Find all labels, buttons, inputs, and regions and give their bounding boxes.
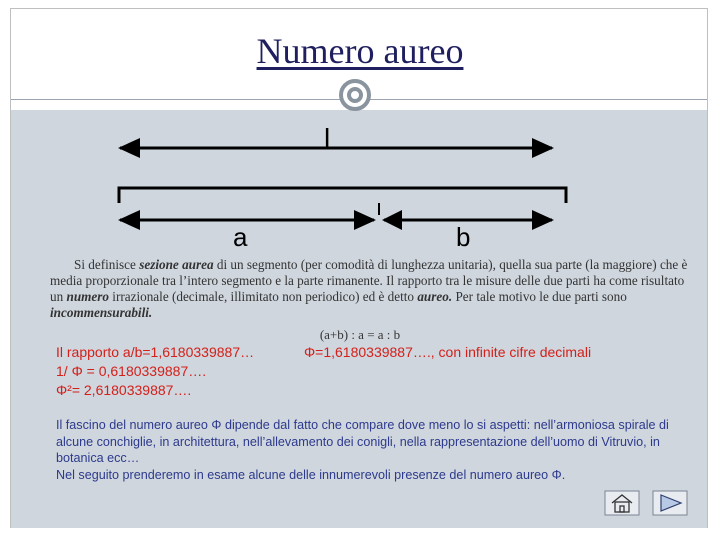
golden-section-diagram bbox=[0, 0, 720, 260]
ratio-line-1-left: Il rapporto a/b=1,6180339887… bbox=[56, 344, 255, 360]
segment-bracket bbox=[119, 188, 566, 215]
next-button[interactable] bbox=[652, 490, 688, 516]
label-l: l bbox=[324, 123, 331, 154]
ratio-line-3: Φ²= 2,6180339887…. bbox=[56, 382, 192, 398]
term-sezione-aurea: sezione aurea bbox=[139, 257, 214, 272]
home-button[interactable] bbox=[604, 490, 640, 516]
term-numero: numero bbox=[66, 289, 109, 304]
term-incommensurabili: incommensurabili. bbox=[50, 305, 153, 320]
ratio-line-2: 1/ Φ = 0,6180339887…. bbox=[56, 363, 207, 379]
ratio-line-1-right: Φ=1,6180339887…., con infinite cifre decimali bbox=[304, 344, 592, 360]
definition-paragraph: Si definisce sezione aurea di un segmento (per comodità di lunghezza unitaria), quella sua parte (la maggiore) che è media proporzionale tra l’intero segmento e la parte rimanente. Il rapporto tra le misure delle due parti ha come risultato un numero irrazionale (decimale, illimitato non periodico) ed è detto aureo. Per tale motivo le due parti sono incommensurabili. bbox=[50, 257, 688, 320]
term-aureo: aureo. bbox=[417, 289, 453, 304]
slide-title: Numero aureo bbox=[256, 31, 464, 71]
label-a: a bbox=[233, 222, 248, 252]
fascino-paragraph: Il fascino del numero aureo Φ dipende dal fatto che compare dove meno lo si aspetti: nell’armoniosa spirale di alcune conchiglie, in architettura, nell’allevamento dei conigli, nella rappresentazione dell’uomo di Vitruvio, in botanica ecc… Nel seguito prenderemo in esame alcune delle innumerevoli presenze del numero aureo Φ. bbox=[56, 418, 669, 482]
segment-l bbox=[118, 138, 554, 158]
label-b: b bbox=[456, 222, 471, 252]
proportion-formula: (a+b) : a = a : b bbox=[319, 327, 401, 342]
